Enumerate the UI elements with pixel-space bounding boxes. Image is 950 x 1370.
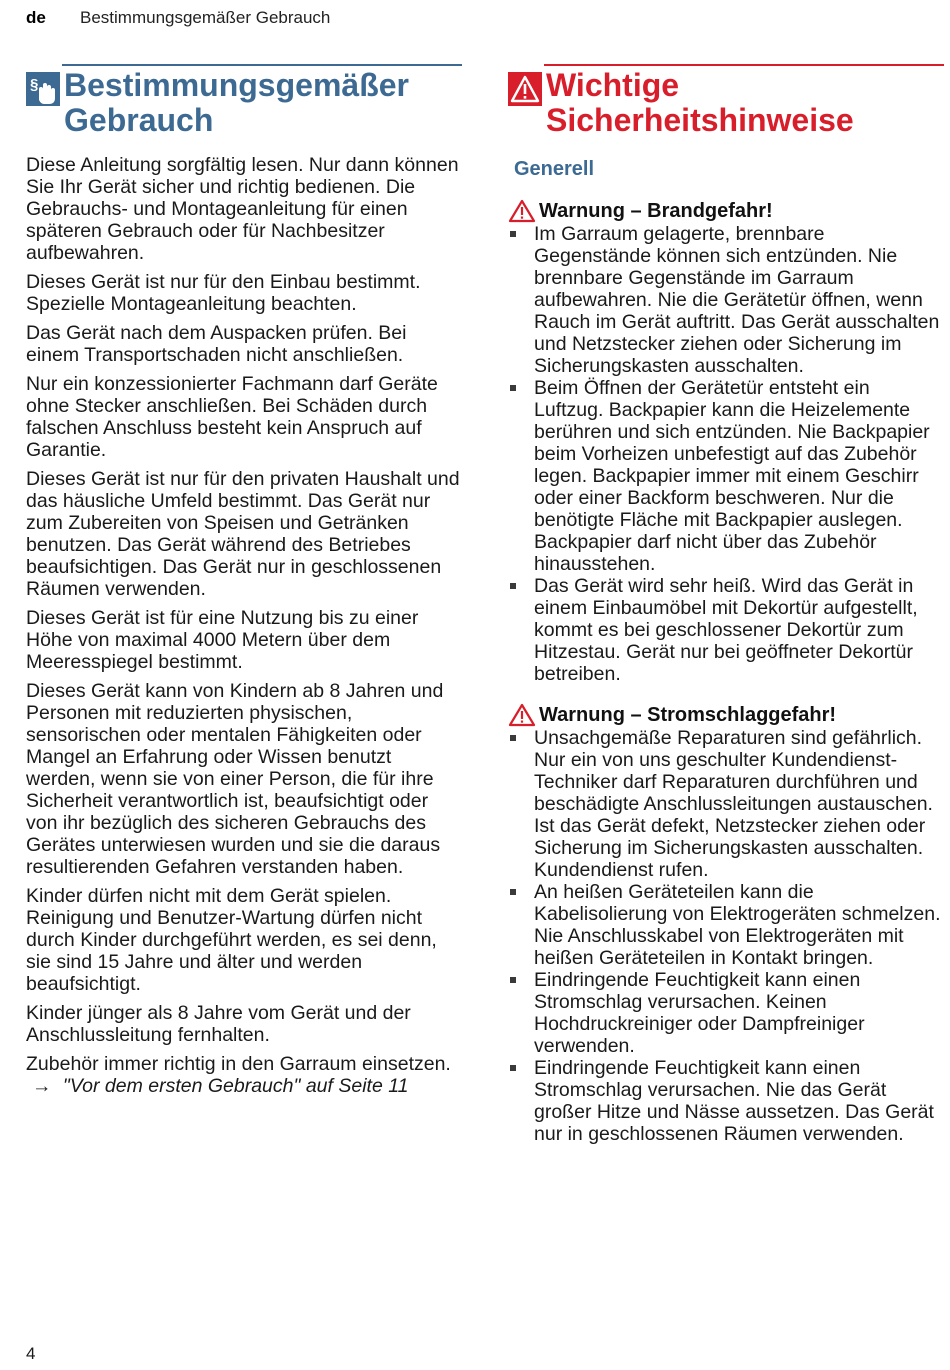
section-hand-icon — [26, 72, 60, 106]
warning-triangle-icon — [508, 199, 536, 223]
bullet-icon — [510, 1065, 516, 1071]
bullet-icon — [510, 385, 516, 391]
warning-triangle-icon — [508, 72, 542, 106]
intended-use-paragraphs — [26, 154, 462, 1097]
language-code: de — [26, 8, 46, 27]
list-item: Eindringende Feuchtigkeit kann einen Stromschlag verursachen. Keinen Hochdruckreiniger oder Dampfreiniger verwenden. — [508, 969, 944, 1057]
bullet-icon — [510, 735, 516, 741]
paragraph: Das Gerät nach dem Auspacken prüfen. Bei einem Transportschaden nicht anschließen. — [26, 322, 407, 366]
paragraph: Dieses Gerät ist nur für den Einbau bestimmt. Spezielle Montageanleitung beachten. — [26, 271, 421, 315]
section-title: Bestimmungsgemäßer Gebrauch — [64, 67, 409, 138]
running-title: Bestimmungsgemäßer Gebrauch — [80, 8, 331, 27]
section-title-row — [26, 68, 462, 138]
section-safety — [508, 64, 944, 1145]
subheading-general: Generell — [514, 158, 595, 180]
list-item: An heißen Geräteteilen kann die Kabelisolierung von Elektrogeräten schmelzen. Nie Anschlusskabel von Elektrogeräten mit heißen Geräteteilen in Kontakt bringen. — [508, 881, 944, 969]
reference-arrow-icon: → — [32, 1075, 52, 1097]
paragraph: Dieses Gerät ist nur für den privaten Haushalt und das häusliche Umfeld bestimmt. Das Gerät nur zum Zubereiten von Speisen und Getränken benutzen. Das Gerät während des Betriebes beaufsichtigen. Das Gerät nur in geschlossenen Räumen verwenden. — [26, 468, 460, 600]
list-item: Das Gerät wird sehr heiß. Wird das Gerät in einem Einbaumöbel mit Dekortür aufgestellt, kommt es bei geschlossener Dekortür zum Hitzestau. Gerät nur bei geöffneter Dekortür betreiben. — [508, 575, 944, 685]
fire-warning-list — [508, 223, 944, 685]
paragraph: Dieses Gerät ist für eine Nutzung bis zu einer Höhe von maximal 4000 Metern über dem Meeresspiegel bestimmt. — [26, 607, 419, 673]
paragraph: Diese Anleitung sorgfältig lesen. Nur dann können Sie Ihr Gerät sicher und richtig bedienen. Die Gebrauchs- und Montageanleitung für einen späteren Gebrauch oder für Nachbesitzer aufbewahren. — [26, 154, 459, 264]
warning-heading-fire: Warnung – Brandgefahr! — [508, 199, 944, 223]
bullet-icon — [510, 977, 516, 983]
warning-triangle-icon — [508, 703, 536, 727]
warning-heading-electric: Warnung – Stromschlaggefahr! — [508, 703, 944, 727]
section-title-row — [508, 68, 944, 138]
section-intended-use — [26, 64, 462, 1104]
svg-text:§: § — [30, 76, 39, 93]
paragraph: Dieses Gerät kann von Kindern ab 8 Jahren und Personen mit reduzierten physischen, sensorischen oder mentalen Fähigkeiten oder Mangel an Erfahrung oder Wissen benutzt werden, wenn sie von einer Person, die für ihre Sicherheit verantwortlich ist, beaufsichtigt oder von ihr bezüglich des sicheren Gebrauchs des Gerätes unterwiesen wurden und sie die daraus resultierenden Gefahren verstanden haben. — [26, 680, 444, 878]
paragraph: Kinder dürfen nicht mit dem Gerät spielen. Reinigung und Benutzer-Wartung dürfen nicht durch Kinder durchgeführt werden, es sei denn, sie sind 15 Jahre und älter und werden beaufsichtigt. — [26, 885, 437, 995]
paragraph: Nur ein konzessionierter Fachmann darf Geräte ohne Stecker anschließen. Bei Schäden durch falschen Anschluss besteht kein Anspruch auf Garantie. — [26, 373, 438, 461]
paragraph: Kinder jünger als 8 Jahre vom Gerät und der Anschlussleitung fernhalten. — [26, 1002, 411, 1046]
page-number: 4 — [26, 1344, 36, 1363]
page-header — [26, 8, 331, 28]
bullet-icon — [510, 889, 516, 895]
page-reference-link[interactable]: "Vor dem ersten Gebrauch" auf Seite 11 — [62, 1075, 409, 1097]
list-item: Im Garraum gelagerte, brennbare Gegenstände können sich entzünden. Nie brennbare Gegenstände im Garraum aufbewahren. Nie die Gerätetür öffnen, wenn Rauch im Gerät auftritt. Das Gerät ausschalten und Netzstecker ziehen oder Sicherung im Sicherungskasten ausschalten. — [508, 223, 944, 377]
list-item: Unsachgemäße Reparaturen sind gefährlich. Nur ein von uns geschulter Kundendienst-Techniker darf Reparaturen durchführen und beschädigte Anschlussleitungen austauschen. Ist das Gerät defekt, Netzstecker ziehen oder Sicherung im Sicherungskasten ausschalten. Kundendienst rufen. — [508, 727, 944, 881]
electric-warning-list — [508, 727, 944, 1145]
list-item: Beim Öffnen der Gerätetür entsteht ein Luftzug. Backpapier kann die Heizelemente berühren und sich entzünden. Nie Backpapier beim Vorheizen unbefestigt auf das Zubehör legen. Backpapier immer mit einem Geschirr oder einer Backform beschweren. Nur die benötigte Fläche mit Backpapier auslegen. Backpapier darf nicht über das Zubehör hinausstehen. — [508, 377, 944, 575]
section-title: Wichtige Sicherheitshinweise — [546, 67, 854, 138]
section-rule — [62, 64, 462, 66]
paragraph-with-reference: Zubehör immer richtig in den Garraum einsetzen. → "Vor dem ersten Gebrauch" auf Seite 11 — [26, 1053, 451, 1097]
section-rule — [544, 64, 944, 66]
bullet-icon — [510, 231, 516, 237]
list-item: Eindringende Feuchtigkeit kann einen Stromschlag verursachen. Nie das Gerät großer Hitze und Nässe aussetzen. Das Gerät nur in geschlossenen Räumen verwenden. — [508, 1057, 944, 1145]
bullet-icon — [510, 583, 516, 589]
